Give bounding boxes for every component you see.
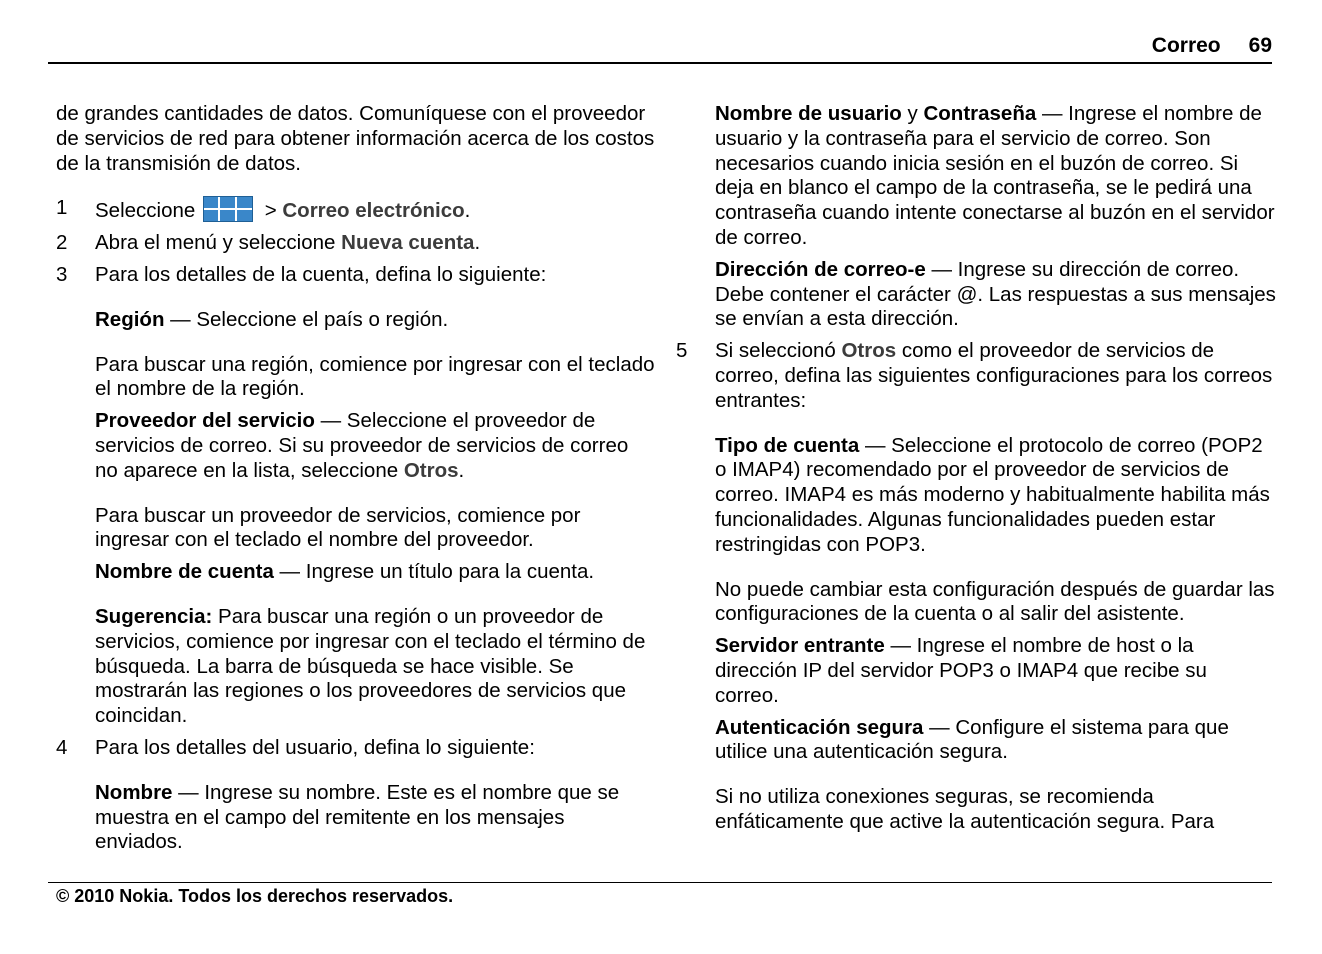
step-number: 2 — [56, 231, 68, 255]
step-5 — [676, 339, 1276, 413]
term-text: — Seleccione el protocolo de correo (POP2 o IMAP4) recomendado por el proveedor de servicios de correo. IMAP4 es más moderno y habitualmente habilita más funcionalidades. Algunas funcionalidades pueden estar restringidas con POP3. — [715, 433, 1270, 556]
term-text: — Ingrese el nombre de host o la dirección IP del servidor POP3 o IMAP4 que recibe su correo. — [715, 634, 1207, 707]
left-column — [56, 102, 656, 855]
provider-note: Para buscar un proveedor de servicios, comience por ingresar con el teclado el nombre del proveedor. — [95, 503, 581, 552]
step-text: Si seleccionó — [715, 339, 842, 363]
step-text: Para los detalles del usuario, defina lo siguiente: — [95, 735, 535, 759]
term-text: — Seleccione el proveedor de servicios de correo. Si su proveedor de servicios de correo no aparece en la lista, seleccione — [95, 409, 629, 482]
provider-item — [95, 409, 656, 483]
step-text: Para los detalles de la cuenta, defina lo siguiente: — [95, 262, 547, 286]
copyright-footer: © 2010 Nokia. Todos los derechos reservados. — [56, 886, 454, 906]
step-number: 1 — [56, 196, 68, 220]
intro-paragraph: de grandes cantidades de datos. Comuníquese con el proveedor de servicios de red para obtener información acerca de los costos de la transmisión de datos. — [56, 102, 655, 175]
conjunction: y — [901, 102, 924, 125]
email-item — [715, 258, 1276, 332]
term-label: Autenticación segura — [715, 715, 924, 739]
step-3 — [56, 263, 656, 288]
step-number: 4 — [56, 735, 68, 759]
punct: . — [458, 458, 465, 482]
step-1 — [56, 196, 656, 224]
term-label: Proveedor del servicio — [95, 409, 315, 433]
header-right — [1124, 34, 1272, 58]
punct: . — [474, 231, 481, 255]
name-item — [95, 781, 656, 855]
tip-text: Para buscar una región o un proveedor de servicios, comience por ingresar con el teclado el término de búsqueda. La barra de búsqueda se hace visible. Se mostrarán las regiones o los proveedores de servicios que coincidan. — [95, 604, 646, 728]
term-text: — Ingrese su nombre. Este es el nombre que se muestra en el campo del remitente en los mensajes enviados. — [95, 780, 620, 854]
footer-divider — [48, 882, 1272, 883]
step-text: Abra el menú y seleccione — [95, 231, 342, 255]
step-2 — [56, 231, 656, 256]
right-column — [676, 102, 1276, 835]
menu-link-new-account: Nueva cuenta — [341, 231, 475, 255]
term-text: — Ingrese su dirección de correo. Debe contener el carácter @. Las respuestas a sus mensajes se envían a esta dirección. — [715, 257, 1276, 331]
term-label: Nombre de cuenta — [95, 560, 274, 584]
term-label: Servidor entrante — [715, 634, 885, 658]
menu-link-email: Correo electrónico — [282, 199, 465, 223]
incoming-server-item — [715, 634, 1276, 708]
option-link-others: Otros — [403, 458, 459, 482]
section-title: Correo — [1151, 34, 1221, 57]
term-label: Nombre de usuario — [715, 102, 902, 125]
step-text: Seleccione — [95, 199, 196, 223]
region-note: Para buscar una región, comience por ingresar con el teclado el nombre de la región. — [95, 352, 655, 401]
tip-paragraph — [95, 605, 656, 729]
term-text: — Ingrese el nombre de usuario y la contraseña para el servicio de correo. Son necesarios cuando inicia sesión en el buzón de correo. Si deja en blanco el campo de la contraseña, se le pedirá una contraseña cuando intente conectarse al buzón en el servidor de correo. — [715, 102, 1275, 249]
punct: . — [464, 199, 471, 223]
term-label: Nombre — [95, 780, 173, 804]
page-header — [48, 34, 1272, 64]
term-label: Región — [95, 307, 165, 331]
option-link-others: Otros — [841, 339, 897, 363]
page-number: 69 — [1248, 34, 1272, 57]
term-label: Tipo de cuenta — [715, 433, 860, 457]
step-4 — [56, 736, 656, 761]
secure-auth-item — [715, 716, 1276, 766]
region-item — [95, 308, 656, 333]
step-number: 3 — [56, 262, 68, 286]
account-name-item — [95, 560, 656, 585]
term-text: — Seleccione el país o región. — [164, 307, 449, 331]
account-type-item — [715, 434, 1276, 558]
term-label: Dirección de correo-e — [715, 257, 926, 281]
tip-label: Sugerencia: — [95, 604, 213, 628]
term-text: — Configure el sistema para que utilice una autenticación segura. — [715, 715, 1229, 764]
step-text: como el proveedor de servicios de correo, defina las siguientes configuraciones para los correos entrantes: — [715, 339, 1273, 412]
account-type-note: No puede cambiar esta configuración después de guardar las configuraciones de la cuenta o al salir del asistente. — [715, 577, 1275, 626]
step-number: 5 — [676, 339, 688, 363]
term-text: — Ingrese un título para la cuenta. — [273, 560, 595, 584]
menu-grid-icon — [203, 196, 253, 222]
term-label: Contraseña — [923, 102, 1037, 125]
separator: > — [259, 199, 283, 223]
secure-auth-note: Si no utiliza conexiones seguras, se recomienda enfáticamente que active la autenticación segura. Para — [715, 785, 1215, 833]
userpass-item — [715, 102, 1276, 251]
